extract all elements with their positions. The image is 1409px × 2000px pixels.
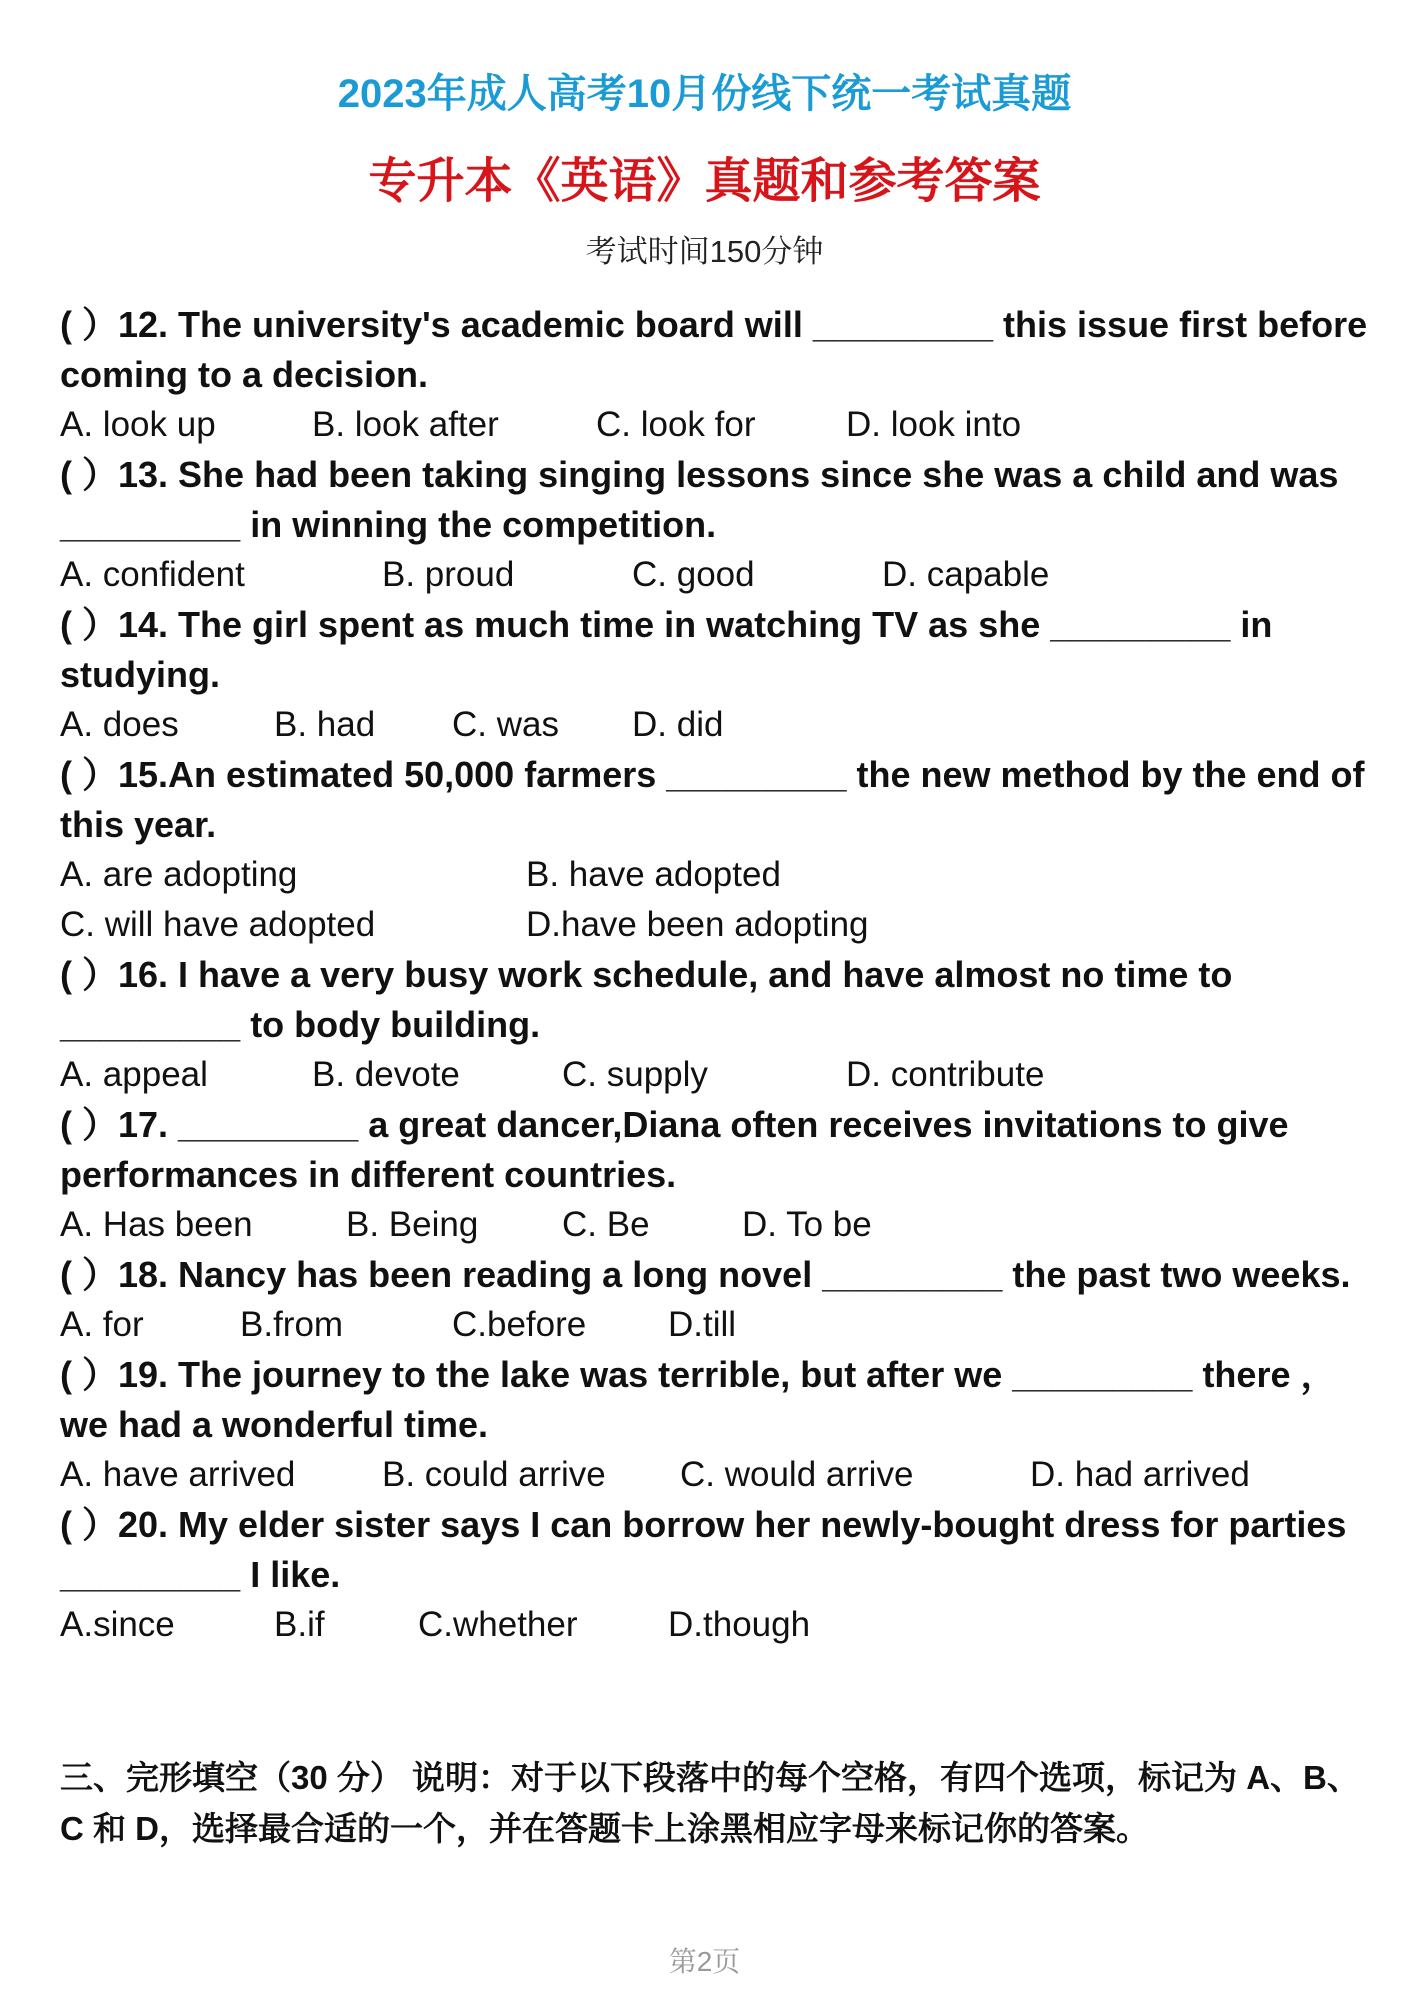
question-19: ( ）19. The journey to the lake was terrible, but after we _________ there ，we had a wonderful time. — [60, 1354, 1337, 1445]
exam-duration: 考试时间150分钟 — [585, 234, 824, 269]
question-20-options — [60, 1600, 1370, 1650]
question-13: ( ）13. She had been taking singing lessons since she was a child and was _________ in winning the competition. — [60, 454, 1339, 545]
option-c: C.before — [452, 1305, 587, 1344]
option-c: C. look for — [596, 405, 756, 444]
question-17: ( ）17. _________ a great dancer,Diana often receives invitations to give performances in different countries. — [60, 1104, 1289, 1195]
question-14: ( ）14. The girl spent as much time in watching TV as she _________ in studying. — [60, 604, 1273, 695]
option-c: C. supply — [562, 1055, 708, 1094]
option-b: B. could arrive — [382, 1455, 606, 1494]
option-a: A. does — [60, 705, 179, 744]
option-b: B. look after — [312, 405, 499, 444]
option-d: D.have been adopting — [526, 905, 869, 944]
question-14-options — [60, 700, 1370, 750]
option-d: D.though — [668, 1605, 811, 1644]
option-c: C. Be — [562, 1205, 650, 1244]
question-15-options-row2 — [60, 900, 1370, 950]
option-a: A. Has been — [60, 1205, 253, 1244]
option-d: D. capable — [882, 555, 1050, 594]
question-15: ( ）15.An estimated 50,000 farmers _________ the new method by the end of this year. — [60, 754, 1365, 845]
option-b: B. have adopted — [526, 855, 781, 894]
question-12-options — [60, 400, 1370, 450]
option-c: C.whether — [418, 1605, 578, 1644]
question-12: ( ）12. The university's academic board will _________ this issue first before coming to a decision. — [60, 304, 1368, 395]
question-18: ( ）18. Nancy has been reading a long novel _________ the past two weeks. — [60, 1254, 1351, 1295]
option-a: A. for — [60, 1305, 144, 1344]
option-a: A. have arrived — [60, 1455, 296, 1494]
option-a: A.since — [60, 1605, 175, 1644]
option-d: D. did — [632, 705, 724, 744]
option-d: D. had arrived — [1030, 1455, 1250, 1494]
option-d: D. To be — [742, 1205, 872, 1244]
option-b: B.from — [240, 1305, 344, 1344]
question-17-options — [60, 1200, 1370, 1250]
question-20: ( ）20. My elder sister says I can borrow her newly-bought dress for parties _________ I like. — [60, 1504, 1347, 1595]
option-a: A. appeal — [60, 1055, 208, 1094]
exam-title: 2023年成人高考10月份线下统一考试真题 — [337, 72, 1072, 116]
exam-subtitle: 专升本《英语》真题和参考答案 — [368, 155, 1041, 208]
question-list — [60, 300, 1370, 1650]
section-3-instructions: 三、完形填空（30 分） 说明：对于以下段落中的每个空格，有四个选项，标记为 A、B、C 和 D，选择最合适的一个，并在答题卡上涂黑相应字母来标记你的答案。 — [60, 1759, 1360, 1847]
question-13-options — [60, 550, 1370, 600]
option-d: D. look into — [846, 405, 1022, 444]
option-a: A. look up — [60, 405, 216, 444]
option-c: C. good — [632, 555, 755, 594]
page-number: 第2页 — [668, 1946, 741, 1977]
option-c: C. would arrive — [680, 1455, 914, 1494]
option-b: B. proud — [382, 555, 515, 594]
option-c: C. was — [452, 705, 559, 744]
question-16-options — [60, 1050, 1370, 1100]
option-a: A. confident — [60, 555, 245, 594]
option-d: D.till — [668, 1305, 737, 1344]
question-15-options-row1 — [60, 850, 1370, 900]
question-16: ( ）16. I have a very busy work schedule, and have almost no time to _________ to body building. — [60, 954, 1233, 1045]
option-b: B. had — [274, 705, 376, 744]
option-b: B. Being — [346, 1205, 479, 1244]
option-d: D. contribute — [846, 1055, 1045, 1094]
option-b: B.if — [274, 1605, 325, 1644]
option-c: C. will have adopted — [60, 905, 376, 944]
option-b: B. devote — [312, 1055, 460, 1094]
option-a: A. are adopting — [60, 855, 298, 894]
question-18-options — [60, 1300, 1370, 1350]
question-19-options — [60, 1450, 1370, 1500]
